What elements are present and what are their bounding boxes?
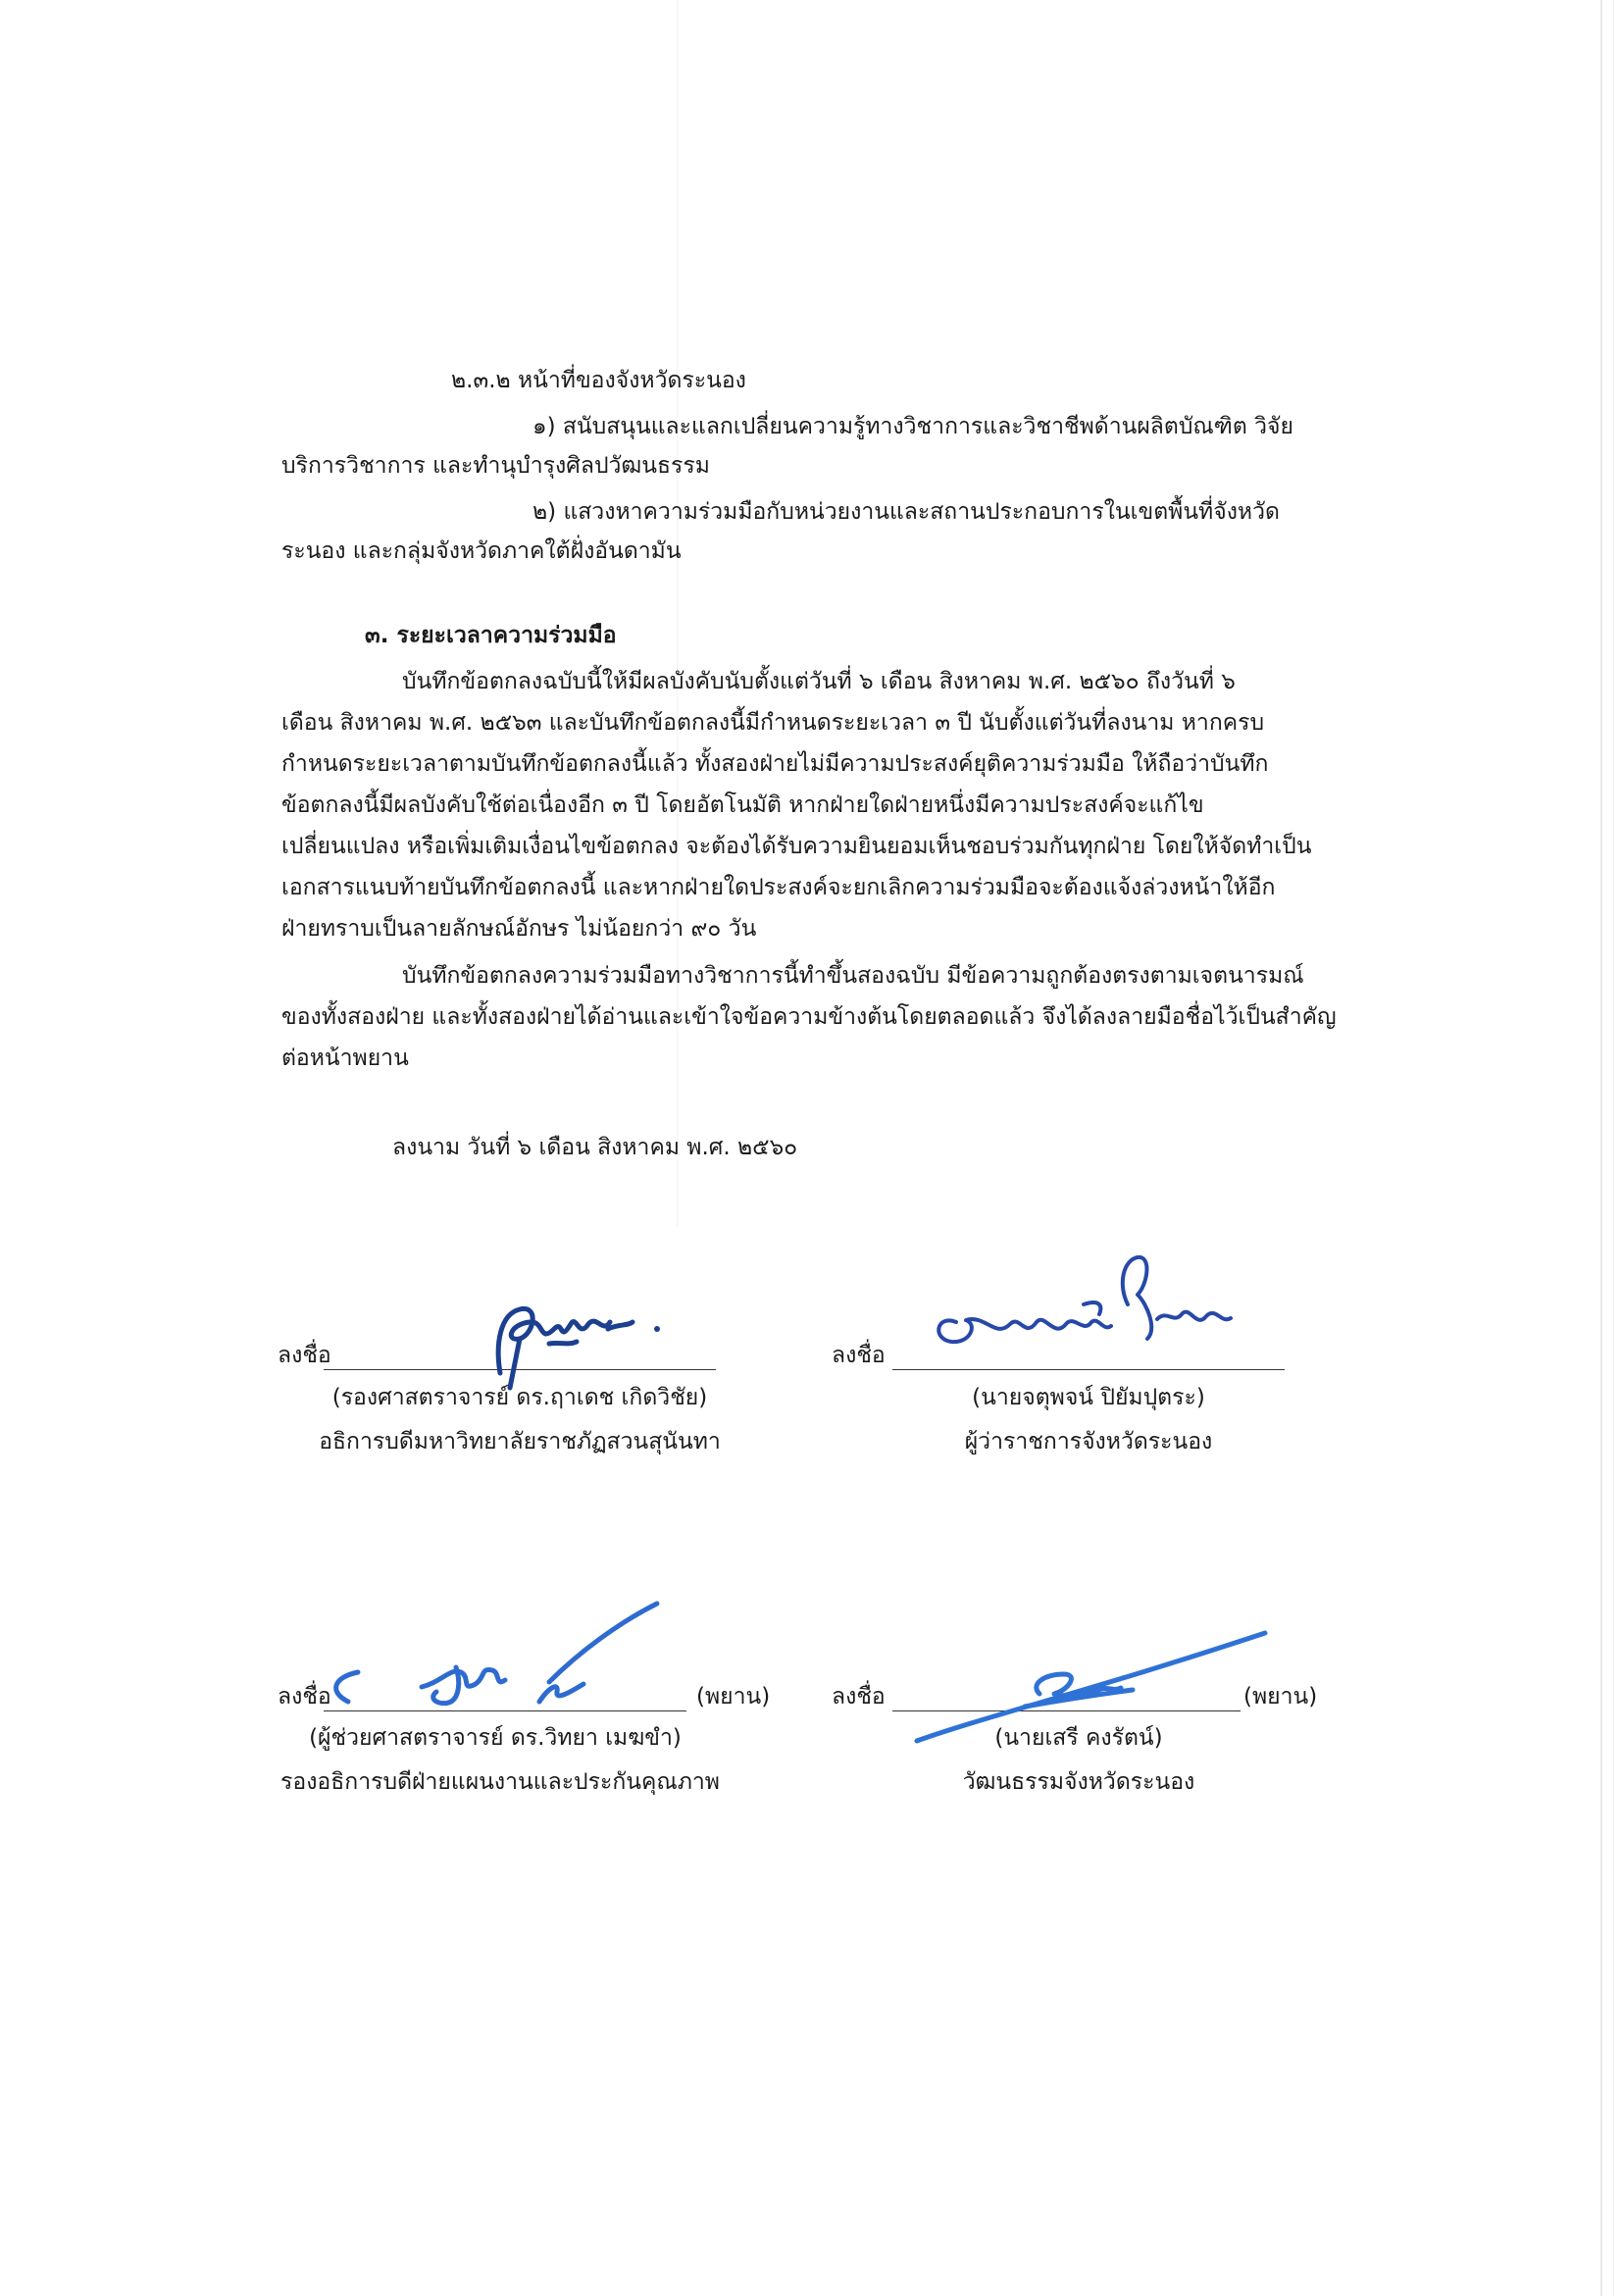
section-2-3-2-item2-line2: ระนอง และกลุ่มจังหวัดภาคใต้ฝั่งอันดามัน: [281, 538, 682, 564]
section-2-3-2-heading: ๒.๓.๒ หน้าที่ของจังหวัดระนอง: [451, 368, 746, 393]
party2-title: ผู้ว่าราชการจังหวัดระนอง: [964, 1429, 1213, 1454]
section-3-para2-line: ต่อหน้าพยาน: [281, 1046, 409, 1071]
section-3-para1-line: ข้อตกลงนี้มีผลบังคับใช้ต่อเนื่องอีก ๓ ปี โดยอัตโนมัติ หากฝ่ายใดฝ่ายหนึ่งมีความประสงค์จะแก้ไข: [281, 792, 1204, 818]
witness2-name: (นายเสรี คงรัตน์): [994, 1725, 1163, 1751]
page-fold-line: [677, 0, 678, 1226]
section-3-para1-line: เดือน สิงหาคม พ.ศ. ๒๕๖๓ และบันทึกข้อตกลงนี้มีกำหนดระยะเวลา ๓ ปี นับตั้งแต่วันที่ลงนาม หากครบ: [281, 710, 1265, 736]
party1-title: อธิการบดีมหาวิทยาลัยราชภัฏสวนสุนันทา: [319, 1429, 721, 1454]
scan-edge: [1600, 0, 1602, 2296]
witness2-title: วัฒนธรรมจังหวัดระนอง: [962, 1769, 1195, 1795]
section-3-heading: ๓. ระยะเวลาความร่วมมือ: [365, 623, 617, 648]
section-2-3-2-item1-line1: ๑) สนับสนุนและแลกเปลี่ยนความรู้ทางวิชาการและวิชาชีพด้านผลิตบัณฑิต วิจัย: [532, 414, 1293, 439]
witness1-title: รองอธิการบดีฝ่ายแผนงานและประกันคุณภาพ: [280, 1769, 720, 1795]
sign-label: ลงชื่อ: [278, 1684, 331, 1709]
section-3-para2-line: บันทึกข้อตกลงความร่วมมือทางวิชาการนี้ทำขึ้นสองฉบับ มีข้อความถูกต้องตรงตามเจตนารมณ์: [402, 963, 1304, 989]
section-3-para1-line: บันทึกข้อตกลงฉบับนี้ให้มีผลบังคับนับตั้งแต่วันที่ ๖ เดือน สิงหาคม พ.ศ. ๒๕๖๐ ถึงวันที่ ๖: [402, 669, 1236, 694]
section-2-3-2-item2-line1: ๒) แสวงหาความร่วมมือกับหน่วยงานและสถานประกอบการในเขตพื้นที่จังหวัด: [532, 499, 1280, 525]
party2-name: (นายจตุพจน์ ปิยัมปุตระ): [972, 1385, 1205, 1410]
section-3-para1-line: กำหนดระยะเวลาตามบันทึกข้อตกลงนี้แล้ว ทั้งสองฝ่ายไม่มีความประสงค์ยุติความร่วมมือ ให้ถือว่าบันทึก: [281, 751, 1269, 777]
witness-label: (พยาน): [1243, 1684, 1318, 1709]
sign-label: ลงชื่อ: [832, 1343, 886, 1368]
section-3-para2-line: ของทั้งสองฝ่าย และทั้งสองฝ่ายได้อ่านและเข้าใจข้อความข้างต้นโดยตลอดแล้ว จึงได้ลงลายมือชื่อไว้เป็นสำคัญ: [281, 1004, 1337, 1030]
section-3-para1-line: ฝ่ายทราบเป็นลายลักษณ์อักษร ไม่น้อยกว่า ๙๐ วัน: [281, 916, 757, 942]
witness-label: (พยาน): [696, 1684, 771, 1709]
witness1-name: (ผู้ช่วยศาสตราจารย์ ดร.วิทยา เมฆขำ): [309, 1725, 682, 1751]
party1-signature-image: [461, 1285, 686, 1393]
witness1-signature-image: [314, 1594, 677, 1721]
party2-signature-image: [917, 1246, 1270, 1373]
sign-label: ลงชื่อ: [278, 1343, 331, 1368]
section-2-3-2-item1-line2: บริการวิชาการ และทำนุบำรุงศิลปวัฒนธรรม: [281, 453, 710, 479]
section-3-para1-line: เอกสารแนบท้ายบันทึกข้อตกลงนี้ และหากฝ่ายใดประสงค์จะยกเลิกความร่วมมือจะต้องแจ้งล่วงหน้าให้อีก: [281, 875, 1276, 900]
sign-label: ลงชื่อ: [832, 1684, 886, 1709]
section-3-para1-line: เปลี่ยนแปลง หรือเพิ่มเติมเงื่อนไขข้อตกลง จะต้องได้รับความยินยอมเห็นชอบร่วมกันทุกฝ่าย โดยให้จัดทำเป็น: [281, 834, 1312, 859]
scan-edge-inner: [1613, 0, 1614, 2296]
party1-name: (รองศาสตราจารย์ ดร.ฤาเดช เกิดวิชัย): [331, 1385, 708, 1410]
signing-date: ลงนาม วันที่ ๖ เดือน สิงหาคม พ.ศ. ๒๕๖๐: [392, 1135, 798, 1160]
